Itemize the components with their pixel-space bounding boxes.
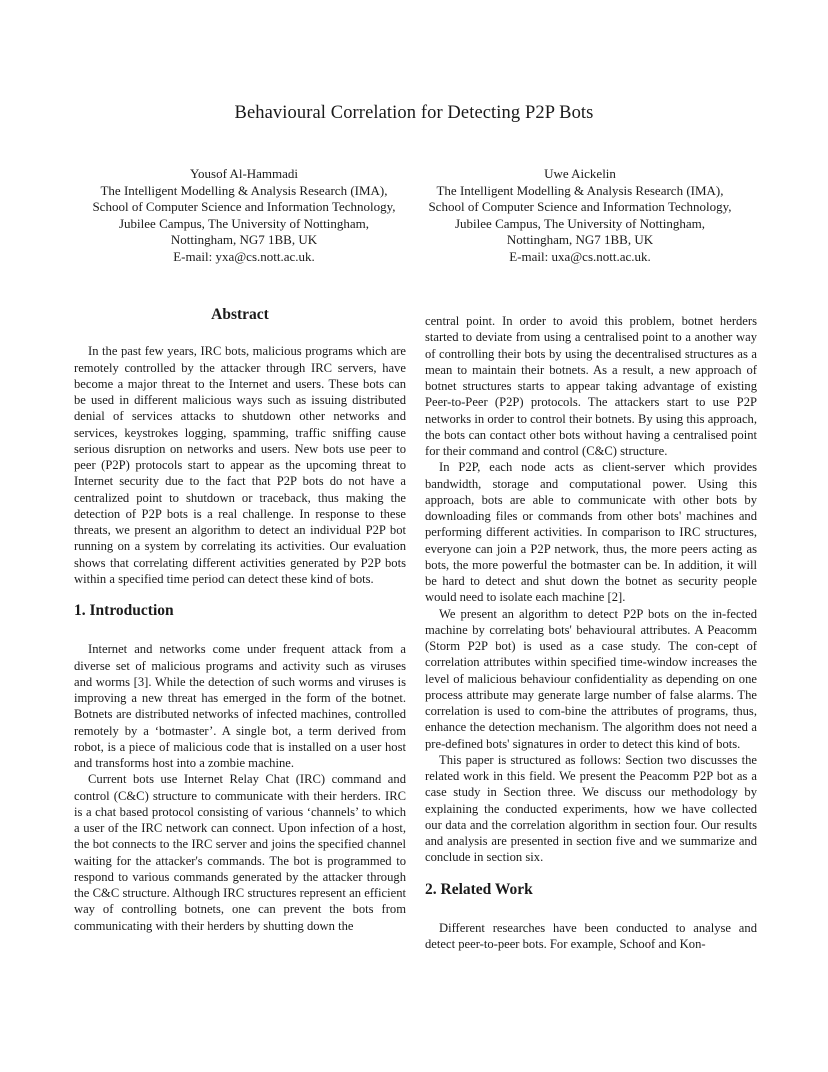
author-affiliation-line: Nottingham, NG7 1BB, UK [170,232,318,248]
left-column [74,307,406,934]
author-affiliation-line: School of Computer Science and Information Technology, [92,199,396,215]
author-affiliation-line: Nottingham, NG7 1BB, UK [506,232,654,248]
author-affiliation-line: School of Computer Science and Information Technology, [428,199,732,215]
author-affiliation-line: The Intelligent Modelling & Analysis Research (IMA), [100,182,388,198]
related-work-heading: 2. Related Work [425,880,533,898]
body-paragraph: Internet and networks come under frequent attack from a diverse set of malicious programs and activity such as viruses and worms [3]. While the detection of such worms and viruses is improving a new threat has emerged in the form of the botnet. Botnets are distributed networks of infected machines, controlled remotely by a ‘botmaster’. A single bot, a term derived from robot, is a piece of malicious code that is installed on a user host and transforms host into a zombie machine. [74,642,406,770]
author-email: E-mail: uxa@cs.nott.ac.uk. [509,248,651,264]
right-column [425,313,757,952]
body-paragraph: In P2P, each node acts as client-server which provides bandwidth, storage and computational power. Using this approach, bots are able to communicate with other bots by downloading files or commands from other bots' machines and performing different activities. In comparison to IRC structures, everyone can join a P2P network, thus, the more peers acting as bots, the more powerful the botmaster can be. In addition, it will be hard to detect and shut down the botnet as security people would need to isolate each machine [2]. [425,460,757,605]
author-email: E-mail: yxa@cs.nott.ac.uk. [173,248,315,264]
body-paragraph: central point. In order to avoid this problem, botnet herders started to deviate from using a centralised point to a another way of controlling their bots by using the decentralised structures as a mean to maintain their botnets. As a result, a new approach of botnet structures starts to appear taking advantage of existing Peer-to-Peer (P2P) protocols. The attackers start to use P2P networks in order to control their botnets. By using this approach, the bots can contact other bots without having a centralised point for their command and control (C&C) structure. [425,314,757,458]
author-block-1 [74,166,414,266]
author-affiliation-line: The Intelligent Modelling & Analysis Research (IMA), [436,182,724,198]
body-paragraph: Current bots use Internet Relay Chat (IRC) command and control (C&C) structure to communicate with their herders. IRC is a chat based protocol consisting of various ‘channels’ to which a user of the IRC network can connect. Upon infection of a host, the bot connects to the IRC server and joins the specified channel waiting for the attacker's commands. The bot is programmed to respond to various commands generated by the attacker through the C&C structure. Although IRC structures represent an efficient way of controlling botnets, one can prevent the bots from communicating with their herders by shutting down the [74,772,406,933]
abstract-paragraph: In the past few years, IRC bots, malicious programs which are remotely controlled by the attacker through IRC servers, have become a major threat to the Internet and users. These bots can be used in different malicious ways such as issuing distributed denial of services attacks to shutdown other networks and services, keystrokes logging, spamming, traffic sniffing cause serious disruption on networks and users. New bots use peer to peer (P2P) protocols start to appear as the upcoming threat to Internet security due to the fact that P2P bots do not have a centralized point to shutdown or traceback, thus making the detection of P2P bots is a real challenge. In response to these threats, we present an algorithm to detect an individual P2P bot running on a system by correlating its activities. Our evaluation shows that correlating different activities generated by P2P bots within a specified time period can detect these kind of bots. [74,344,406,586]
abstract-heading: Abstract [211,306,269,323]
body-paragraph: Different researches have been conducted to analyse and detect peer-to-peer bots. For example, Schoof and Kon- [425,920,757,951]
author-name: Yousof Al-Hammadi [189,166,299,181]
author-affiliation-line: Jubilee Campus, The University of Nottingham, [119,215,369,231]
body-paragraph: This paper is structured as follows: Section two discusses the related work in this field. We present the Peacomm P2P bot as a case study in Section three. We discuss our methodology by explaining the conducted experiments, how we have collected our data and the correlation algorithm in section four. Our results and analysis are presented in section five and we summarize and conclude in section six. [425,752,757,865]
author-name: Uwe Aickelin [544,166,616,181]
author-block-2 [410,166,750,266]
body-paragraph: We present an algorithm to detect P2P bots on the in-fected machine by correlating bots' behavioural attributes. A Peacomm (Storm P2P bot) is used as a case study. The con-cept of correlation attributes within specified time-window increases the level of malicious behaviour confidentiality as depending on one process attribute may generate large number of false alarms. The correlation is used to com-bine the attributes of programs, thus, enhance the detection mechanism. The algorithm does not need a pre-defined bots' signatures in order to detect this kind of bots. [425,606,757,751]
paper-title: Behavioural Correlation for Detecting P2P Bots [234,103,594,123]
author-affiliation-line: Jubilee Campus, The University of Nottingham, [455,215,705,231]
introduction-heading: 1. Introduction [74,602,174,619]
